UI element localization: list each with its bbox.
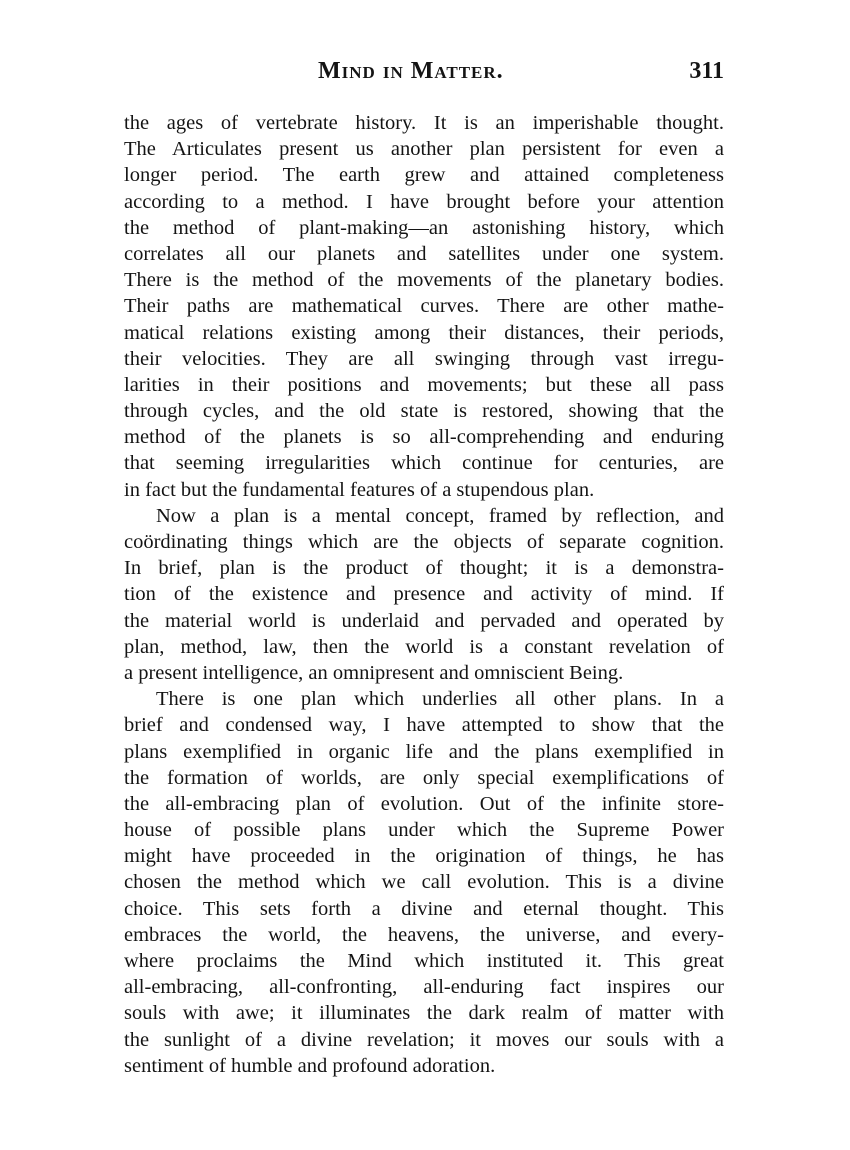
- text-line: their velocities. They are all swinging through vast irregu-: [124, 347, 724, 370]
- text-line: the formation of worlds, are only special exemplifications of: [124, 766, 724, 789]
- text-line: In brief, plan is the product of thought; it is a demonstra-: [124, 557, 724, 580]
- text-line: where proclaims the Mind which instituted it. This great: [124, 950, 724, 972]
- text-line: tion of the existence and presence and activity of mind. If: [124, 583, 724, 606]
- text-line: house of possible plans under which the Supreme Power: [124, 819, 724, 842]
- text-line: Now a plan is a mental concept, framed by reflection, and: [156, 504, 724, 527]
- text-line: brief and condensed way, I have attempted to show that the: [124, 714, 724, 737]
- text-line: plan, method, law, then the world is a constant revelation of: [124, 635, 724, 658]
- page-number: 311: [689, 58, 724, 84]
- text-line: might have proceeded in the origination of things, he has: [124, 845, 724, 868]
- text-line: souls with awe; it illuminates the dark realm of matter with: [124, 1002, 724, 1025]
- text-line: There is one plan which underlies all other plans. In a: [156, 688, 724, 711]
- text-line: correlates all our planets and satellites under one system.: [124, 242, 724, 265]
- text-line: the sunlight of a divine revelation; it moves our souls with a: [124, 1028, 724, 1051]
- running-header: [124, 58, 724, 90]
- text-line: Their paths are mathematical curves. There are other mathe-: [124, 295, 724, 318]
- text-line: the material world is underlaid and pervaded and operated by: [124, 609, 724, 632]
- text-line: through cycles, and the old state is restored, showing that the: [124, 400, 724, 423]
- text-line: the ages of vertebrate history. It is an imperishable thought.: [124, 112, 724, 134]
- text-line: larities in their positions and movements; but these all pass: [124, 373, 724, 396]
- text-line: in fact but the fundamental features of a stupendous plan.: [124, 478, 595, 501]
- text-line: longer period. The earth grew and attained completeness: [124, 164, 724, 187]
- text-line: matical relations existing among their distances, their periods,: [124, 321, 724, 344]
- text-line: There is the method of the movements of the planetary bodies.: [124, 269, 724, 292]
- text-line: method of the planets is so all-comprehending and enduring: [124, 426, 724, 449]
- running-title: Mind in Matter.: [318, 58, 504, 84]
- text-line: that seeming irregularities which continue for centuries, are: [124, 452, 724, 475]
- text-line: chosen the method which we call evolution. This is a divine: [124, 871, 724, 894]
- text-line: the method of plant-making—an astonishing history, which: [124, 216, 724, 239]
- text-line: The Articulates present us another plan persistent for even a: [124, 138, 724, 161]
- text-line: sentiment of humble and profound adoration.: [124, 1054, 496, 1077]
- text-line: plans exemplified in organic life and the plans exemplified in: [124, 740, 724, 763]
- text-line: coördinating things which are the objects of separate cognition.: [124, 531, 724, 553]
- body-text: [124, 110, 724, 1079]
- text-line: embraces the world, the heavens, the universe, and every-: [124, 923, 724, 946]
- text-line: choice. This sets forth a divine and eternal thought. This: [124, 897, 724, 920]
- text-line: according to a method. I have brought before your attention: [124, 190, 724, 213]
- text-line: the all-embracing plan of evolution. Out of the infinite store-: [124, 792, 724, 815]
- text-line: a present intelligence, an omnipresent and omniscient Being.: [124, 661, 624, 684]
- text-line: all-embracing, all-confronting, all-enduring fact inspires our: [124, 976, 724, 999]
